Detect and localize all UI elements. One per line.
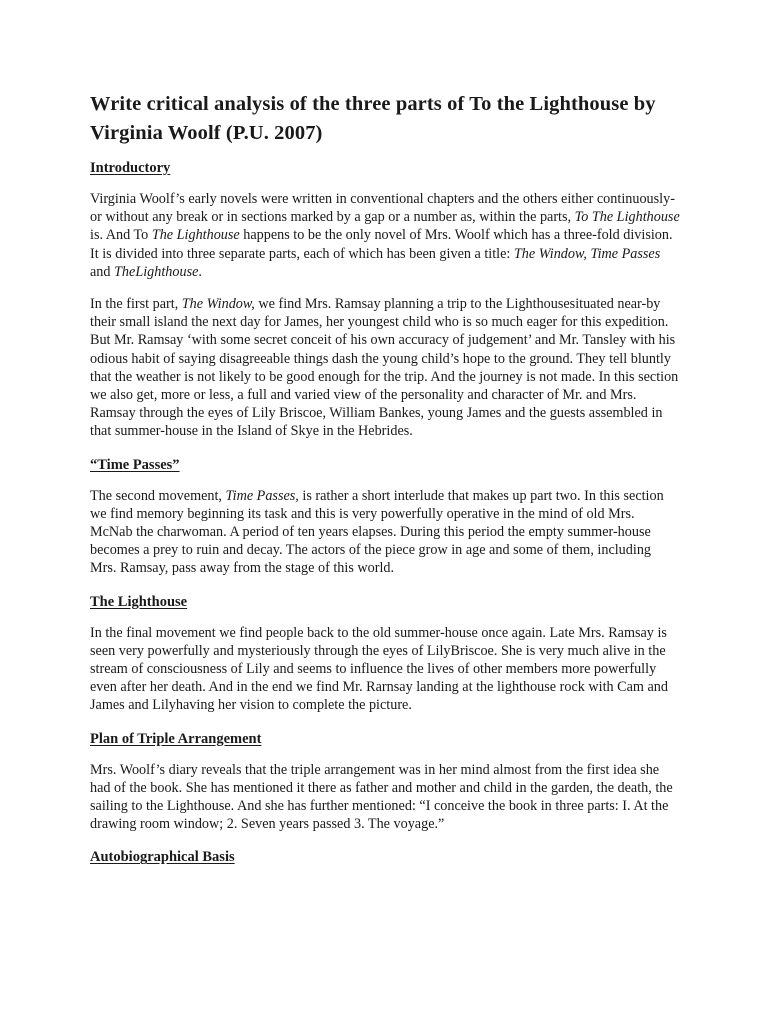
section-heading: Autobiographical Basis xyxy=(90,849,235,866)
text-run: In the final movement we find people back to the old summer-house once again. Late Mrs. Ramsay is seen very powerfully and mysteriously through the eyes of LilyBriscoe. She is very much alive in the stream of consciousness of Lily and seems to influence the lives of other members more powerfully even after her death. And in the end we find Mr. Rarnsay landing at the lighthouse rock with Cam and James and Lilyhaving her vision to complete the picture. xyxy=(90,624,668,714)
italic-text: The Lighthouse xyxy=(151,227,240,244)
document-body xyxy=(90,158,680,867)
text-run: The second movement, xyxy=(90,487,226,504)
text-run: Mrs. Woolf’s diary reveals that the triple arrangement was in her mind almost from the first idea she had of the book. She has mentioned it there as father and mother and child in the garden, the death, the sailing to the Lighthouse. And she has further mentioned: “I conceive the book in three parts: I. At the drawing room window; 2. Seven years passed 3. The voyage.” xyxy=(90,761,673,833)
section-heading: Plan of Triple Arrangement xyxy=(90,730,262,747)
italic-text: To The Lighthouse xyxy=(574,209,680,226)
section-heading: Introductory xyxy=(90,160,171,176)
text-run: and xyxy=(90,263,115,280)
text-run: . xyxy=(198,263,202,280)
paragraph xyxy=(90,190,680,281)
text-run: we find Mrs. Ramsay planning a trip to the Lighthousesituated near-by their small island the next day for James, her youngest child who is so much eager for this expedition. But Mr. Ramsay ‘with some secret conceit of his own accuracy of judgement’ and Mr. Tansley with his odious habit of saying disagreeable things dash the young child’s hope to the ground. They tell bluntly that the weather is not likely to be good enough for the trip. And the journey is not made. In this section we also get, more or less, a full and varied view of the personality and character of Mr. and Mrs. Ramsay through the eyes of Lily Briscoe, William Bankes, young James and the guests assembled in that summer-house in the Island of Skye in the Hebrides. xyxy=(90,296,679,440)
document-page xyxy=(90,90,680,879)
section-heading: “Time Passes” xyxy=(90,456,180,473)
italic-text: The Window, xyxy=(181,296,255,313)
italic-text: TheLighthouse xyxy=(114,263,199,280)
italic-text: The Window, Time Passes xyxy=(513,245,661,262)
text-run: In the first part, xyxy=(90,296,182,313)
paragraph xyxy=(90,295,680,441)
paragraph xyxy=(90,761,680,834)
text-run: Virginia Woolf’s early novels were written in conventional chapters and the others either continuously- or without any break or in sections marked by a gap or a number as, within the parts, xyxy=(90,191,675,226)
text-run: is. And To xyxy=(90,227,152,244)
section-heading: The Lighthouse xyxy=(90,593,188,610)
paragraph xyxy=(90,487,680,578)
text-run: happens to be the only novel of Mrs. Woolf which has a three-fold division. It is divided into three separate parts, each of which has been given a title: xyxy=(90,227,673,262)
document-title: Write critical analysis of the three parts of To the Lighthouse by Virginia Woolf (P.U. 2007) xyxy=(90,93,656,144)
text-run: is rather a short interlude that makes up part two. In this section we find memory beginning its task and this is very powerfully operative in the mind of old Mrs. McNab the charwoman. A period of ten years elapses. During this period the empty summer-house becomes a prey to ruin and decay. The actors of the piece grow in age and some of them, including Mrs. Ramsay, pass away from the stage of this world. xyxy=(90,487,664,577)
italic-text: Time Passes, xyxy=(225,487,299,504)
paragraph xyxy=(90,624,680,715)
